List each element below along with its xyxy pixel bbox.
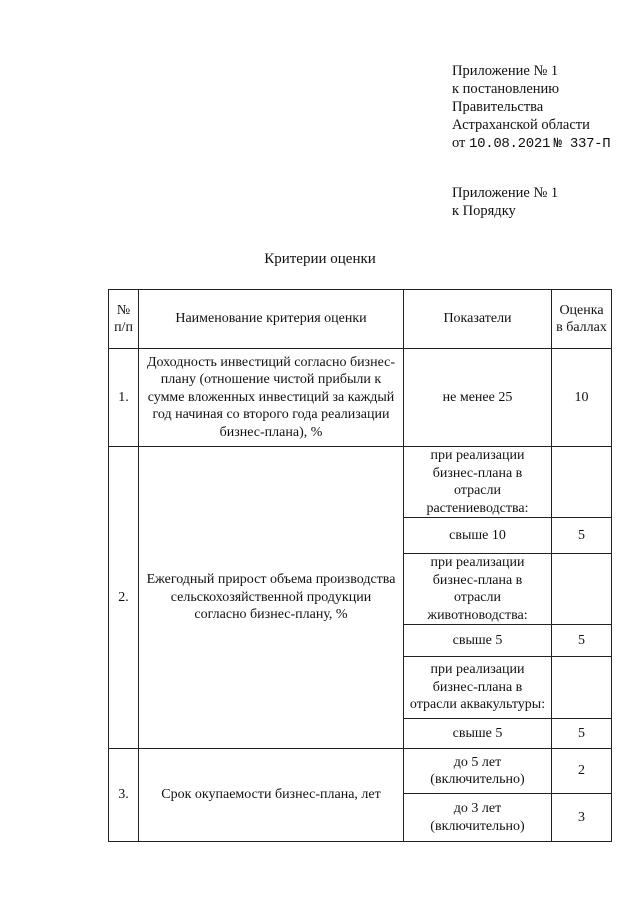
appendix-line: Приложение № 1 [452, 185, 559, 201]
score-cell [552, 554, 612, 625]
header-indicators: Показатели [404, 290, 552, 349]
indicator-cell: до 5 лет (включительно) [404, 749, 552, 794]
indicator-cell: при реализации бизнес-плана в отрасли животноводства: [404, 554, 552, 625]
score-cell [552, 657, 612, 719]
criterion-name: Доходность инвестиций согласно бизнес-плану (отношение чистой прибыли к сумме вложенных инвестиций за каждый год начиная со второго года реализации бизнес-плана), % [139, 349, 404, 447]
criterion-name: Ежегодный прирост объема производства сельскохозяйственной продукции согласно бизнес-плану, % [139, 447, 404, 749]
appendix-header-procedure [452, 184, 558, 220]
table-row [109, 349, 612, 447]
date-prefix: от [452, 135, 466, 151]
row-number: 1. [109, 349, 139, 447]
header-name: Наименование критерия оценки [139, 290, 404, 349]
header-score: Оценка в баллах [552, 290, 612, 349]
criterion-name: Срок окупаемости бизнес-плана, лет [139, 749, 404, 842]
appendix-line: Астраханской области [452, 117, 590, 133]
table-header-row [109, 290, 612, 349]
appendix-line: Приложение № 1 [452, 63, 559, 79]
table-row [109, 447, 612, 518]
score-cell [552, 447, 612, 518]
score-cell: 2 [552, 749, 612, 794]
appendix-line: к Порядку [452, 203, 516, 219]
resolution-number: № 337-П [553, 136, 611, 152]
row-number: 3. [109, 749, 139, 842]
resolution-date: 10.08.2021 [469, 136, 551, 152]
indicator-cell: свыше 10 [404, 518, 552, 554]
indicator-cell: при реализации бизнес-плана в отрасли аквакультуры: [404, 657, 552, 719]
indicator-cell: не менее 25 [404, 349, 552, 447]
appendix-line: Правительства [452, 99, 544, 115]
appendix-line: к постановлению [452, 81, 560, 97]
indicator-cell: до 3 лет (включительно) [404, 794, 552, 842]
document-title: Критерии оценки [264, 251, 376, 267]
score-cell: 10 [552, 349, 612, 447]
indicator-cell: свыше 5 [404, 719, 552, 749]
header-num: № п/п [109, 290, 139, 349]
table-row [109, 749, 612, 794]
appendix-header-resolution [452, 62, 610, 153]
row-number: 2. [109, 447, 139, 749]
score-cell: 3 [552, 794, 612, 842]
indicator-cell: при реализации бизнес-плана в отрасли растениеводства: [404, 447, 552, 518]
criteria-table [108, 289, 612, 842]
indicator-cell: свыше 5 [404, 625, 552, 657]
resolution-date-line [452, 134, 610, 153]
score-cell: 5 [552, 518, 612, 554]
score-cell: 5 [552, 625, 612, 657]
score-cell: 5 [552, 719, 612, 749]
